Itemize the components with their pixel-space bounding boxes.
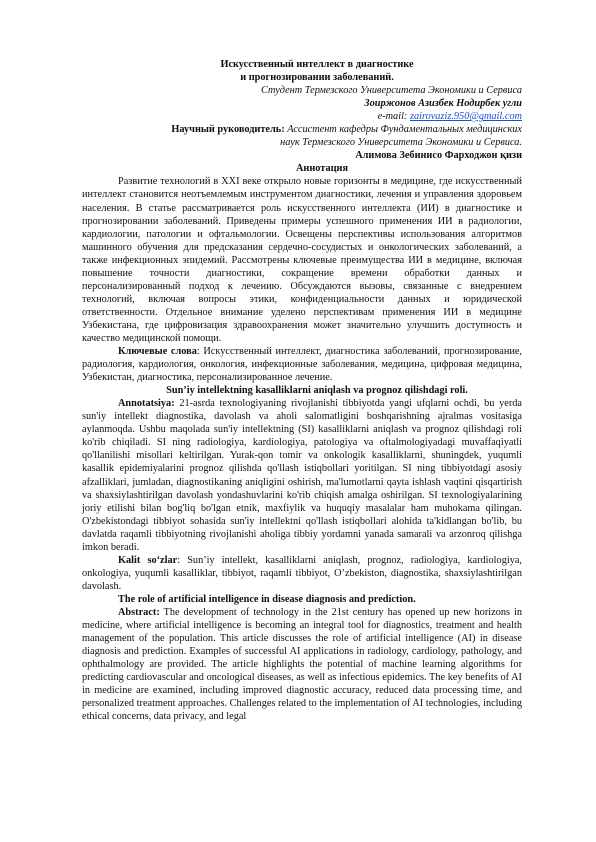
title-en: The role of artificial intelligence in disease diagnosis and prediction.	[118, 593, 416, 605]
annotation-text-uz: 21-asrda texnologiyaning rivojlanishi tibbiyotda yangi ufqlarni ochdi, bu yerda sun'iy intellekt diagnostika, davolash va aholi salomatligini boshqarishning ajralmas vositasiga aylanmoqda. Ushbu maqolada sun'iy intellektning (SI) kasalliklarni aniqlash va prognoz qilishdagi roli ko'rib chiqiladi. SI ning radiologiya, kardiologiya, patologiya va oftalmologiyadagi muvaffaqiyatli qo'llanilishi misollari keltirilgan. Yurak-qon tomir va onkologik kasalliklarni, shuningdek, yuqumli kasallik epidemiyalarini prognoz qilishda qo'llash istiqbollari yoritilgan. SI ning tibbiyotdagi asosiy afzalliklari, jumladan, diagnostikaning aniqligini oshirish, ma'lumotlarni qayta ishlash vaqtini qisqartirish va shaxsiylashtirilgan davolash yondashuvlarini ko'rib chiqish amalga oshirilgan. SI texnologiyalarining joriy etilishi bilan bog'liq bo'lgan etnik, maxfiylik va huquqiy masalalar ham muhokama qilingan. O'zbekistondagi tibbiyot sohasida sun'iy intellektni qo'llash istiqbollari alohida ta'kidlangan bo'lib, bu davlatda raqamli tibbiyotning rivojlanishi aholiga tibbiy yordamni yanada samarali va arzonroq qilishga imkon beradi.	[82, 398, 522, 553]
author-name: Зоиржонов Азизбек Нодирбек угли	[364, 98, 522, 110]
author-email-line	[82, 110, 522, 123]
title-ru-line2: и прогнозировании заболеваний.	[240, 72, 394, 84]
author-affiliation: Студент Термезского Университета Экономики и Сервиса	[261, 85, 522, 97]
keywords-label-ru: Ключевые слова	[118, 346, 197, 358]
keywords-ru	[82, 345, 522, 384]
title-uz: Sun’iy intellektning kasalliklarni aniqlash va prognoz qilishdagi roli.	[166, 385, 468, 397]
supervisor-line	[82, 123, 522, 136]
supervisor-role-line2: наук Термезского Университета Экономики и Сервиса.	[280, 137, 522, 149]
email-label: e-mail:	[377, 111, 410, 123]
annotation-heading-ru: Аннотация	[295, 163, 349, 175]
paper-page	[82, 58, 522, 723]
keywords-text-uz: : Sun’iy intellekt, kasalliklarni aniqlash, prognoz, radiologiya, kardiologiya, onkologiya, yuqumli kasalliklar, tibbiyot, raqamli tibbiyot, O’zbekiston, diagnostika, shaxsiylashtirilgan davolash.	[82, 554, 522, 592]
annotation-label-uz: Annotatsiya:	[118, 398, 175, 410]
abstract-label-en: Abstract:	[118, 606, 160, 618]
abstract-en	[82, 606, 522, 723]
title-ru-line1: Искусственный интеллект в диагностике	[220, 59, 414, 70]
supervisor-role-line1: Ассистент кафедры Фундаментальных медицинских	[287, 124, 522, 136]
supervisor-label: Научный руководитель:	[171, 124, 288, 136]
supervisor-name: Алимова Зебинисо Фарходжон қизи	[355, 150, 522, 162]
abstract-text-en: The development of technology in the 21st century has opened up new horizons in medicine, where artificial intelligence is becoming an integral tool for diagnostics, treatment and health management of the population. This article discusses the role of artificial intelligence (AI) in disease diagnosis and prediction. Examples of successful AI applications in radiology, cardiology, pathology, and ophthalmology are provided. The article highlights the potential of machine learning algorithms for predicting cardiovascular and oncological diseases, as well as infectious epidemics. The key benefits of AI in medicine are examined, including improved diagnostic accuracy, reduced data processing time, and personalized treatment approaches. Challenges related to the implementation of AI technologies, including ethical concerns, data privacy, and legal	[82, 606, 522, 723]
keywords-label-uz: Kalit so‘zlar	[118, 554, 178, 566]
annotation-text-ru: Развитие технологий в XXI веке открыло новые горизонты в медицине, где искусственный интеллект становится неотъемлемым инструментом диагностики, лечения и управления здоровьем населения. В статье рассматривается роль искусственного интеллекта (ИИ) в диагностике и прогнозировании заболеваний. Приведены примеры успешного применения ИИ в радиологии, кардиологии, патологии и офтальмологии. Освещены перспективы использования алгоритмов машинного обучения для предсказания сердечно-сосудистых и онкологических заболеваний, а также инфекционных эпидемий. Рассмотрены ключевые преимущества ИИ в медицине, включая повышение точности диагностики, сокращение времени обработки данных и персонализированный подход к лечению. Обсуждаются вызовы, связанные с внедрением технологий, включая вопросы этики, конфиденциальности данных и юридической ответственности. Отдельное внимание уделено перспективам применения ИИ в медицине Узбекистана, где цифровизация здравоохранения может значительно улучшить доступность и качество медицинской помощи.	[82, 176, 522, 344]
keywords-uz	[82, 554, 522, 593]
annotation-uz	[82, 397, 522, 554]
email-link[interactable]: zairovaziz.950@gmail.com	[409, 111, 522, 123]
keywords-text-ru: : Искусственный интеллект, диагностика заболеваний, прогнозирование, радиология, кардиология, онкология, инфекционные заболевания, медицина, цифровая медицина, Узбекистан, диагностика, персонализированное лечение.	[82, 346, 522, 384]
